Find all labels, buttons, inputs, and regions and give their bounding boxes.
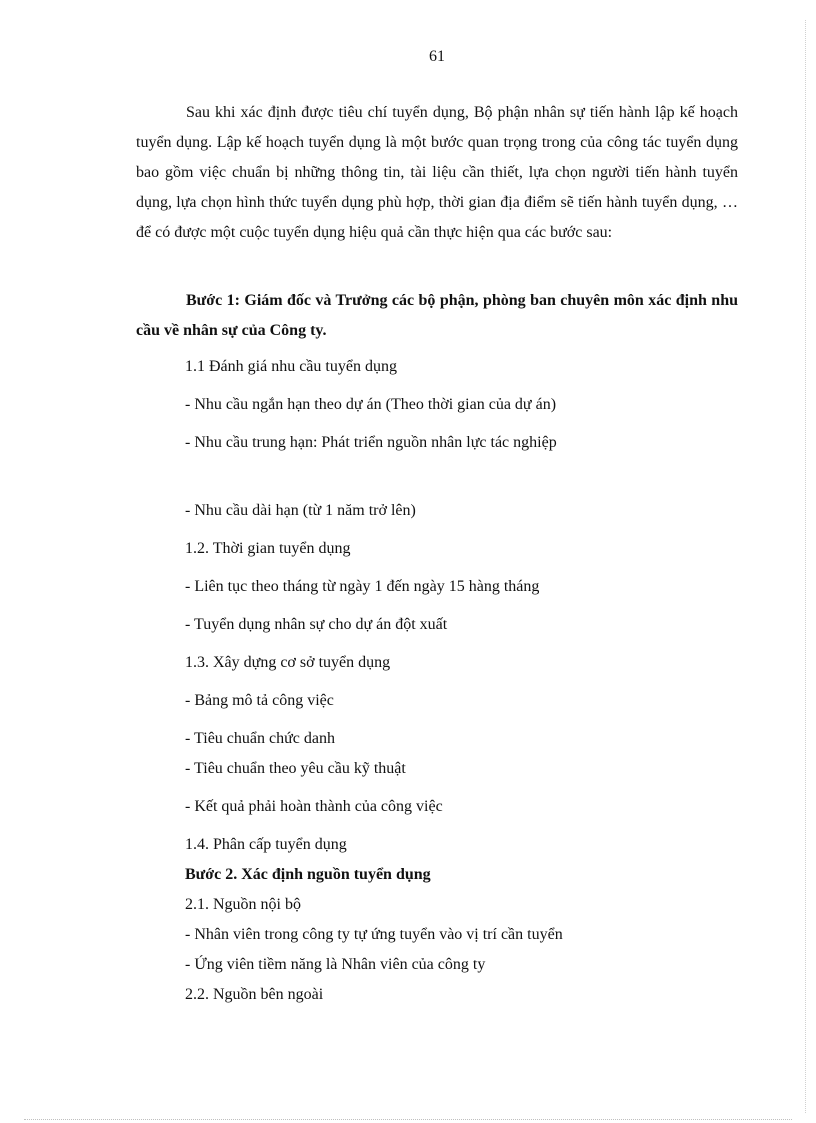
list-item: - Kết quả phải hoàn thành của công việc: [185, 798, 443, 815]
page-bottom-rule: [24, 1119, 792, 1120]
list-item: - Nhu cầu trung hạn: Phát triển nguồn nhân lực tác nghiệp: [185, 434, 557, 451]
section-2-1-title: 2.1. Nguồn nội bộ: [185, 896, 301, 913]
list-item: - Liên tục theo tháng từ ngày 1 đến ngày 15 hàng tháng: [185, 578, 540, 595]
section-2-2-title: 2.2. Nguồn bên ngoài: [185, 986, 324, 1003]
list-item: - Nhu cầu dài hạn (từ 1 năm trở lên): [185, 502, 416, 519]
section-1-1-title: 1.1 Đánh giá nhu cầu tuyển dụng: [185, 358, 397, 375]
page-number: 61: [429, 48, 445, 65]
list-item: - Bảng mô tả công việc: [185, 692, 334, 709]
list-item: - Nhu cầu ngắn hạn theo dự án (Theo thời gian của dự án): [185, 396, 557, 413]
intro-paragraph: Sau khi xác định được tiêu chí tuyển dụng, Bộ phận nhân sự tiến hành lập kế hoạch tuyển dụng. Lập kế hoạch tuyển dụng là một bước quan trọng trong của công tác tuyển dụng bao gồm việc chuẩn bị những thông tin, tài liệu cần thiết, lựa chọn người tiến hành tuyển dụng, lựa chọn hình thức tuyển dụng phù hợp, thời gian địa điểm sẽ tiến hành tuyển dụng, … để có được một cuộc tuyển dụng hiệu quả cần thực hiện qua các bước sau:: [136, 104, 738, 241]
list-item: - Tuyển dụng nhân sự cho dự án đột xuất: [185, 616, 448, 633]
list-item: - Tiêu chuẩn chức danh: [185, 730, 335, 747]
list-item: - Ứng viên tiềm năng là Nhân viên của công ty: [185, 956, 486, 973]
step2-heading: Bước 2. Xác định nguồn tuyển dụng: [185, 866, 431, 883]
section-1-4-title: 1.4. Phân cấp tuyển dụng: [185, 836, 347, 853]
section-1-2-title: 1.2. Thời gian tuyển dụng: [185, 540, 351, 557]
section-1-3-title: 1.3. Xây dựng cơ sở tuyển dụng: [185, 654, 391, 671]
list-item: - Tiêu chuẩn theo yêu cầu kỹ thuật: [185, 760, 406, 777]
list-item: - Nhân viên trong công ty tự ứng tuyển vào vị trí cần tuyển: [185, 926, 563, 943]
step1-heading: Bước 1: Giám đốc và Trưởng các bộ phận, phòng ban chuyên môn xác định nhu cầu về nhân sự của Công ty.: [136, 292, 738, 339]
page-edge-rule: [805, 20, 806, 1113]
